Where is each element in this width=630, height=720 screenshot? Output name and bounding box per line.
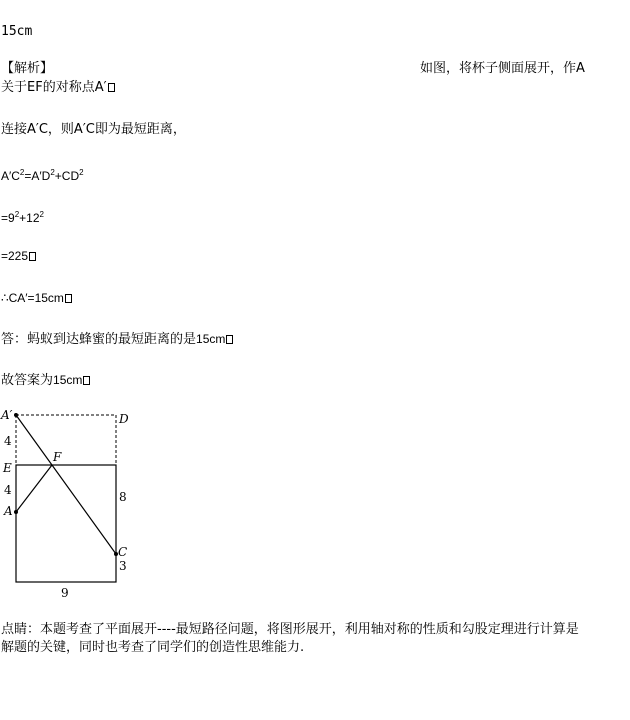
eq4-text: ∴CA′=15cm (1, 291, 64, 305)
answer-sentence-text: 答：蚂蚁到达蜂蜜的最短距离的是 (1, 332, 197, 347)
final-sentence-text: 故答案为 (1, 373, 54, 388)
placeholder-box-icon (29, 252, 36, 261)
placeholder-box-icon (226, 335, 233, 344)
answer-line: 15cm (1, 24, 33, 39)
eq1-rhs: +CD (54, 169, 80, 183)
placeholder-box-icon (65, 294, 72, 303)
eq1-exp-2: 2 (50, 168, 55, 177)
label-f: F (53, 450, 62, 464)
length-lower-left: 4 (4, 483, 12, 497)
analysis-intro-text: 关于EF的对称点A′ (1, 80, 107, 95)
length-upper-left: 4 (4, 434, 12, 448)
eq3-text: =225 (1, 249, 29, 263)
eq1-exp-1: 2 (19, 168, 25, 177)
segment-a-prime-c (16, 415, 116, 554)
equation-4 (1, 290, 72, 306)
eq2-b: +12 (19, 211, 40, 225)
label-a-prime: A′ (1, 408, 13, 422)
placeholder-box-icon (108, 83, 115, 92)
segment-a-f (16, 465, 52, 512)
equation-1 (1, 165, 84, 184)
eq2-a: =9 (1, 211, 15, 225)
comment-line-1: 点睛：本题考查了平面展开----最短路径问题，将图形展开，利用轴对称的性质和勾股定理进行计算是 (1, 622, 579, 637)
label-d: D (119, 412, 129, 426)
answer-sentence (1, 331, 233, 348)
eq1-lhs: A′C (1, 169, 20, 183)
eq2-exp-1: 2 (14, 210, 20, 219)
answer-value: 15cm (196, 332, 226, 346)
analysis-intro-right: 如图，将杯子侧面展开，作A (420, 61, 585, 76)
length-c-bottom: 3 (119, 559, 127, 573)
label-e: E (3, 461, 12, 475)
unfolded-cup-diagram (0, 404, 140, 604)
final-value: 15cm (53, 373, 83, 387)
eq1-exp-3: 2 (79, 168, 84, 177)
unfolded-side-rectangle (16, 465, 116, 582)
final-answer (1, 372, 90, 389)
eq1-mid: =A′D (24, 169, 51, 183)
point-a-prime (14, 413, 18, 417)
placeholder-box-icon (83, 376, 90, 385)
label-a: A (4, 504, 13, 518)
analysis-intro-left (1, 80, 115, 96)
analysis-heading: 【解析】 (1, 61, 54, 76)
label-c: C (118, 545, 128, 559)
point-a (14, 510, 18, 514)
length-bottom: 9 (61, 586, 69, 600)
equation-3 (1, 248, 36, 264)
length-right: 8 (119, 490, 127, 504)
eq2-exp-2: 2 (39, 210, 44, 219)
equation-2 (1, 207, 44, 226)
comment-line-2: 解题的关键，同时也考查了同学们的创造性思维能力. (1, 640, 305, 655)
connect-line: 连接A′C，则A′C即为最短距离， (1, 122, 186, 137)
